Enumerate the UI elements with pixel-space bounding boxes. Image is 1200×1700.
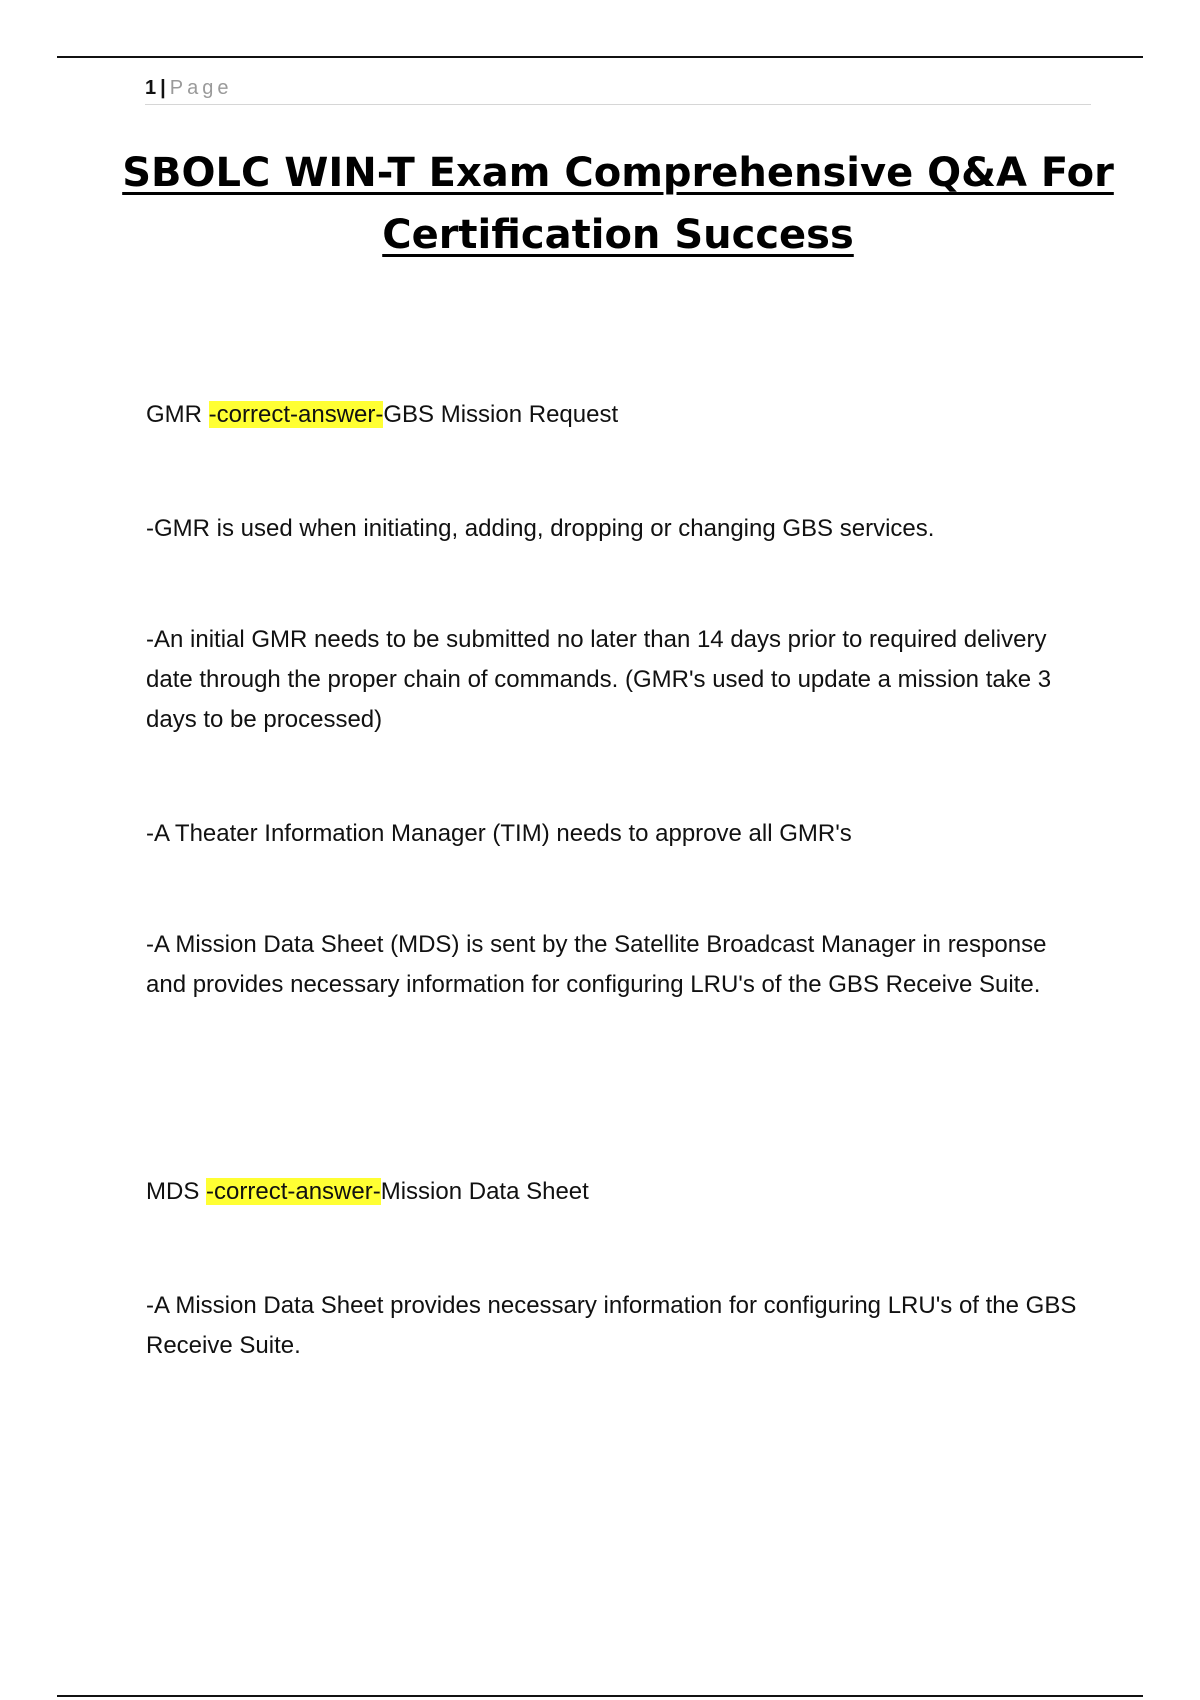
term: GMR	[146, 401, 202, 428]
top-border-rule	[57, 56, 1143, 58]
note-paragraph: -A Mission Data Sheet (MDS) is sent by the Satellite Broadcast Manager in response and provides necessary information for configuring LRU's of the GBS Receive Suite.	[146, 931, 1047, 998]
note-paragraph: -A Mission Data Sheet provides necessary information for configuring LRU's of the GBS Receive Suite.	[146, 1292, 1077, 1359]
answer-text: Mission Data Sheet	[380, 1178, 589, 1205]
page-number: 1	[145, 77, 157, 99]
document-title	[120, 142, 1116, 266]
bottom-border-rule	[57, 1695, 1143, 1697]
qa-entry-mds	[146, 1172, 1092, 1212]
answer-text: GBS Mission Request	[383, 401, 619, 428]
title-line-1: SBOLC WIN-T Exam Comprehensive Q&A For	[122, 150, 1114, 196]
correct-answer-marker: -correct-answer-	[208, 401, 384, 428]
page-label: Page	[169, 77, 233, 99]
note-paragraph: -An initial GMR needs to be submitted no later than 14 days prior to required delivery date through the proper chain of commands. (GMR's used to update a mission take 3 days to be processed)	[146, 626, 1052, 733]
title-line-2: Certification Success	[382, 212, 854, 258]
page-separator: |	[160, 77, 166, 99]
term: MDS	[146, 1178, 200, 1205]
page-header	[145, 74, 1091, 105]
note-paragraph: -A Theater Information Manager (TIM) needs to approve all GMR's	[146, 820, 852, 847]
qa-entry-gmr	[146, 395, 1092, 435]
note-paragraph: -GMR is used when initiating, adding, dropping or changing GBS services.	[146, 515, 935, 542]
correct-answer-marker: -correct-answer-	[206, 1178, 381, 1205]
